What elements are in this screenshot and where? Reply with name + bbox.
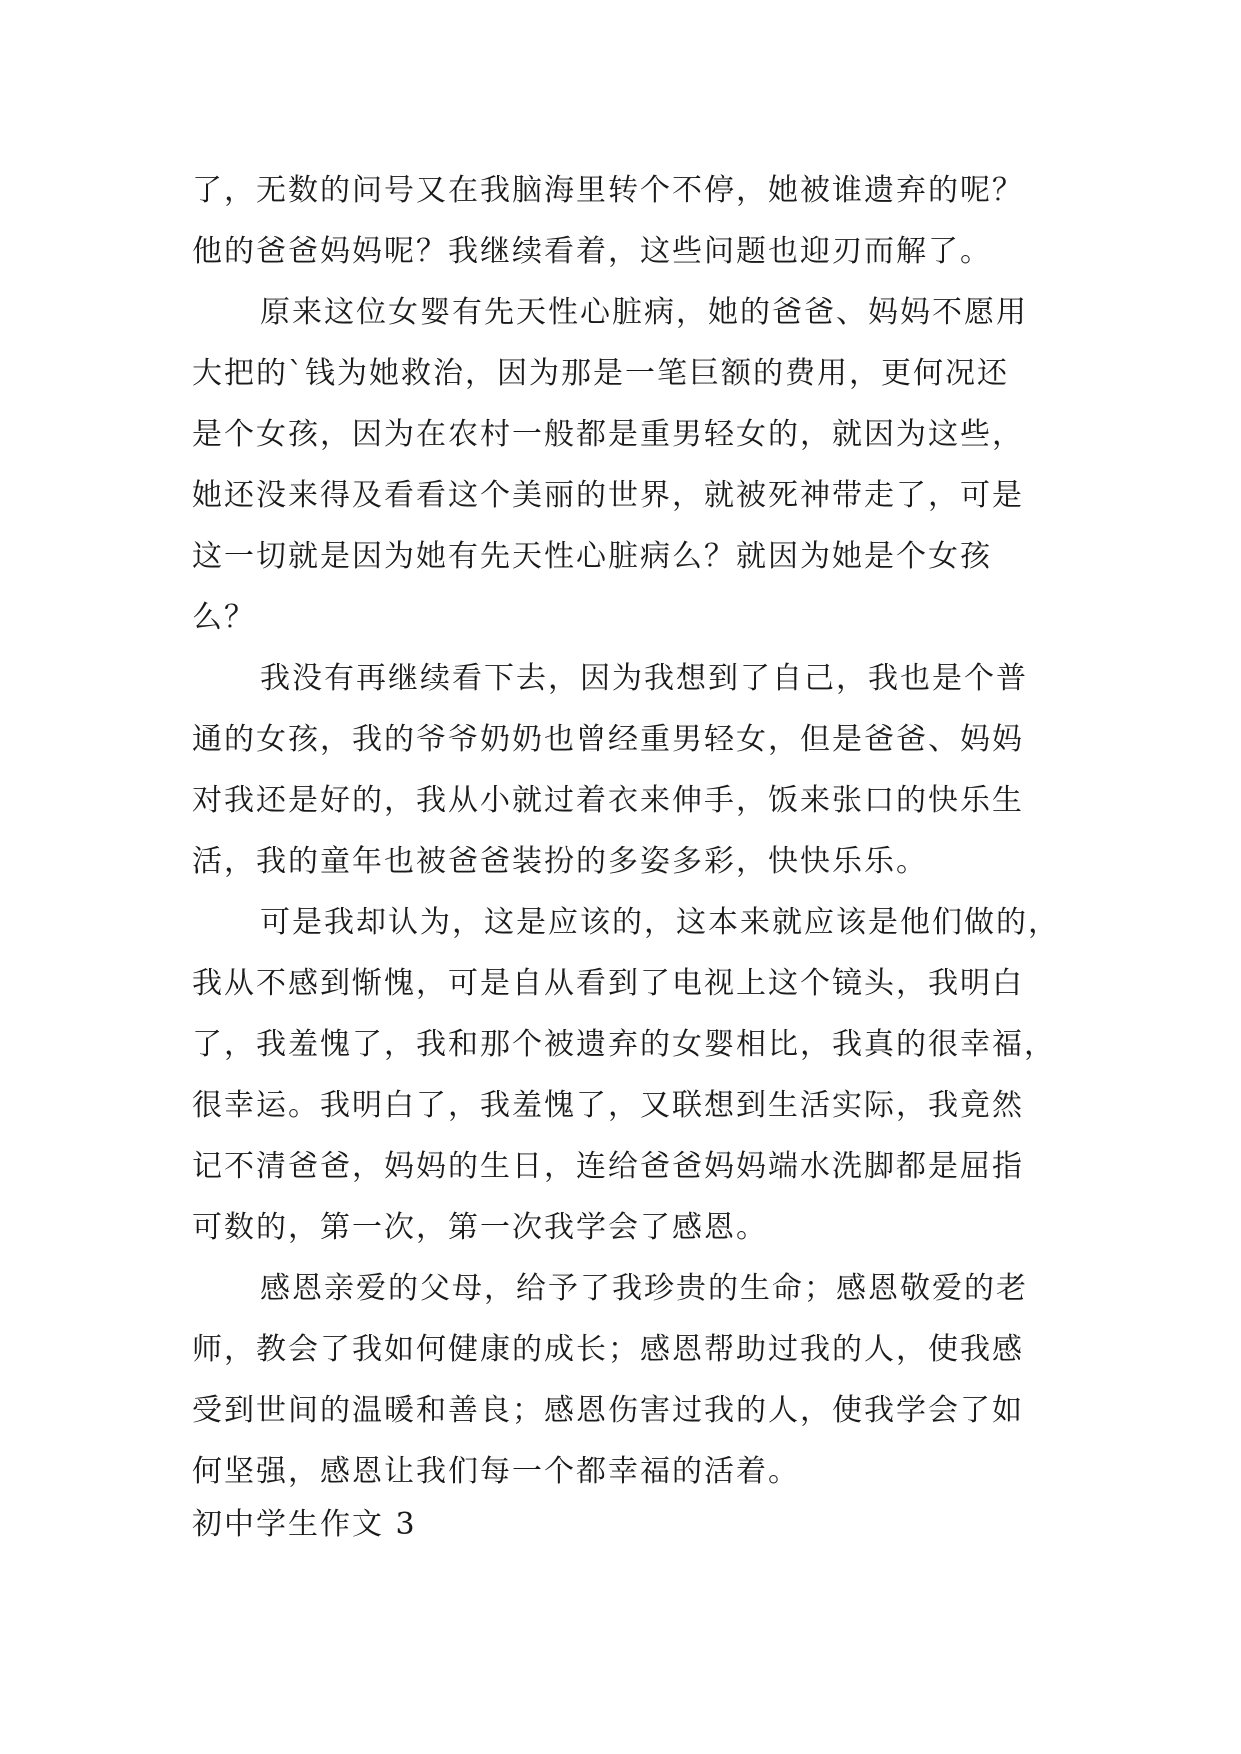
text-line: 他的爸爸妈妈呢？我继续看着，这些问题也迎刃而解了。 — [192, 234, 992, 269]
paragraph-start-line: 我没有再继续看下去，因为我想到了自己，我也是个普 — [260, 661, 1028, 696]
text-line: 是个女孩，因为在农村一般都是重男轻女的，就因为这些， — [192, 417, 1024, 452]
text-line: 了，我羞愧了，我和那个被遗弃的女婴相比，我真的很幸福， — [192, 1027, 1056, 1062]
text-line: 对我还是好的，我从小就过着衣来伸手，饭来张口的快乐生 — [192, 783, 1024, 818]
text-line: 何坚强，感恩让我们每一个都幸福的活着。 — [192, 1454, 800, 1489]
section-heading: 初中学生作文 3 — [192, 1507, 417, 1542]
paragraph-start-line: 原来这位女婴有先天性心脏病，她的爸爸、妈妈不愿用 — [260, 295, 1028, 330]
text-line: 我从不感到惭愧，可是自从看到了电视上这个镜头，我明白 — [192, 966, 1024, 1001]
text-line: 活，我的童年也被爸爸装扮的多姿多彩，快快乐乐。 — [192, 844, 928, 879]
text-line: 师，教会了我如何健康的成长；感恩帮助过我的人，使我感 — [192, 1332, 1024, 1367]
text-line: 通的女孩，我的爷爷奶奶也曾经重男轻女，但是爸爸、妈妈 — [192, 722, 1024, 757]
text-line: 大把的`钱为她救治，因为那是一笔巨额的费用，更何况还 — [192, 356, 1009, 391]
paragraph-start-line: 感恩亲爱的父母，给予了我珍贵的生命；感恩敬爱的老 — [260, 1271, 1028, 1306]
text-line: 很幸运。我明白了，我羞愧了，又联想到生活实际，我竟然 — [192, 1088, 1024, 1123]
text-line: 可数的，第一次，第一次我学会了感恩。 — [192, 1210, 768, 1245]
text-line: 了，无数的问号又在我脑海里转个不停，她被谁遗弃的呢？ — [192, 173, 1024, 208]
text-line: 她还没来得及看看这个美丽的世界，就被死神带走了，可是 — [192, 478, 1024, 513]
text-line: 受到世间的温暖和善良；感恩伤害过我的人，使我学会了如 — [192, 1393, 1024, 1428]
text-line: 么？ — [192, 600, 256, 635]
paragraph-start-line: 可是我却认为，这是应该的，这本来就应该是他们做的， — [260, 905, 1060, 940]
essay-body — [192, 160, 1060, 1502]
text-line: 记不清爸爸，妈妈的生日，连给爸爸妈妈端水洗脚都是屈指 — [192, 1149, 1024, 1184]
text-line: 这一切就是因为她有先天性心脏病么？就因为她是个女孩 — [192, 539, 992, 574]
